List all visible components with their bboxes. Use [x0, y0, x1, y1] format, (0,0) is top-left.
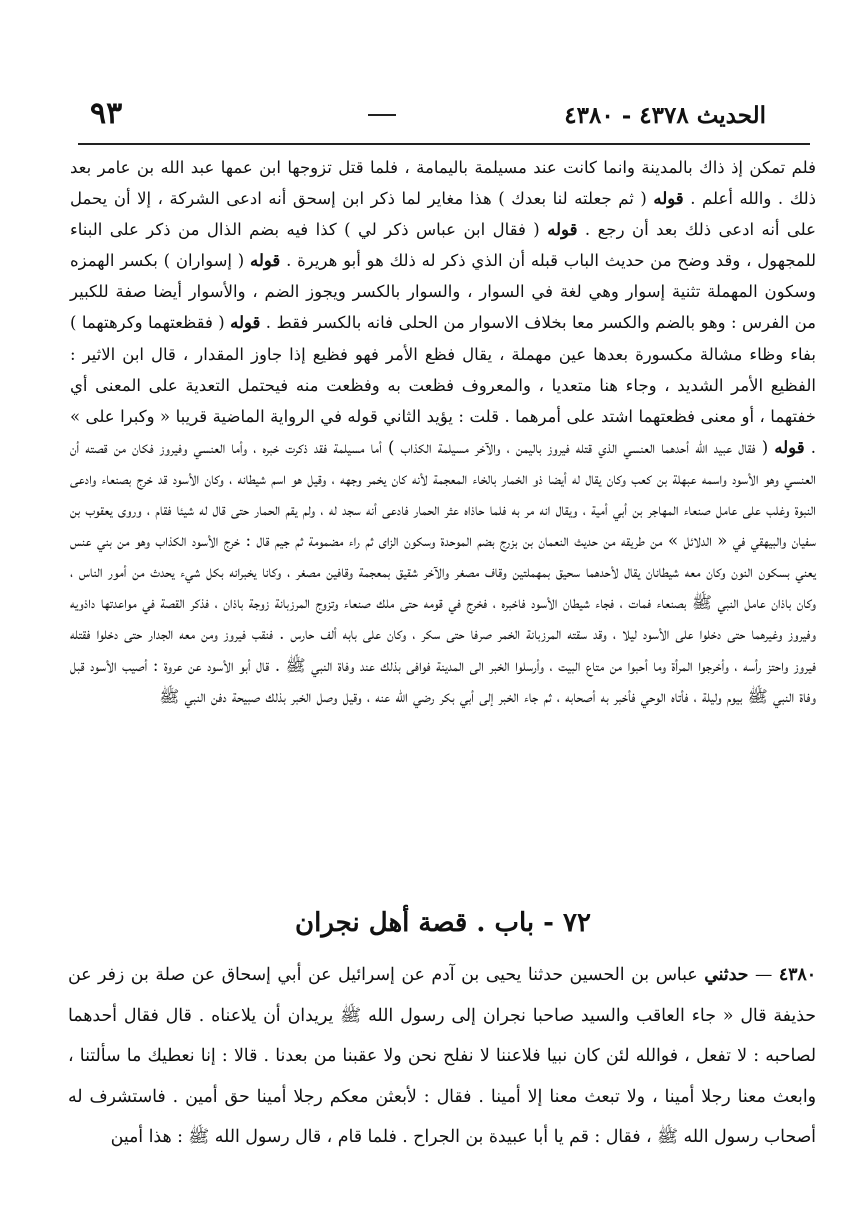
- chapter-heading: ٧٢ - باب . قصة أهل نجران: [295, 908, 591, 938]
- hadith-number: ٤٣٨٠: [778, 965, 816, 985]
- commentary-segment: ( ثم جعلته لنا بعدك ) هذا مغاير لما ذكر ابن إسحق أنه ادعى الشركة ، إلا أن يحمل على أنه ادعى ذلك بعد أن رجع .: [70, 189, 816, 240]
- header-dash: [368, 114, 396, 116]
- commentary-segment: فلم تمكن إذ ذاك بالمدينة وانما كانت عند مسيلمة باليمامة ، فلما قتل تزوجها ابن عمها عبد الله بن عامر بعد ذلك . والله أعلم .: [70, 158, 817, 209]
- commentary-segment: ( إسواران ) بكسر الهمزه وسكون المهملة تثنية إسوار وهي لغة في السوار ، والسوار بالكسر ويجوز الضم ، والأسوار أيضا صفة للكبير من الفرس : وهو بالضم والكسر معا بخلاف الاسوار من الحلى فانه بالكسر فقط .: [70, 251, 816, 333]
- header-rule: [78, 143, 810, 145]
- hadith-text: ٤٣٨٠ — حدثني عباس بن الحسين حدثنا يحيى بن آدم عن إسرائيل عن أبي إسحاق عن صلة بن زفر عن حذيفة قال « جاء العاقب والسيد صاحبا نجران إلى رسول الله ﷺ يريدان أن يلاعناه . قال فقال أحدهما لصاحبه : لا تفعل ، فوالله لئن كان نبيا فلاعننا لا نفلح نحن ولا عقبنا من بعدنا . قالا : إنا نعطيك ما سألتنا ، وابعث معنا رجلا أمينا ، ولا تبعث معنا إلا أمينا . فقال : لأبعثن معكم رجلا أمينا حق أمين . فاستشرف له أصحاب رسول الله ﷺ ، فقال : قم يا أبا عبيدة بن الجراح . فلما قام ، قال رسول الله ﷺ : هذا أمين: [68, 965, 816, 1147]
- hadith-body: [68, 965, 816, 1147]
- page-header: [90, 96, 828, 136]
- commentary-segment: ( فقظعتهما وكرهتهما ) بفاء وظاء مشالة مكسورة بعدها عين مهملة ، يقال فظع الأمر فهو فظيع إذا جاوز المقدار ، قال ابن الاثير : الفظيع الأمر الشديد ، وجاء هنا متعديا ، والمعروف فظعت به وفظعت منه فيحتمل التعدية على المعنى أي خفتهما ، أو معنى فظعتهما اشتد على أمرهما . قلت : يؤيد الثاني قوله في الرواية الماضية قريبا « وكبرا على » .: [70, 313, 816, 457]
- commentary-text: [70, 152, 816, 712]
- hadith-segment: عباس بن الحسين حدثنا يحيى بن آدم عن إسرائيل عن أبي إسحاق عن صلة بن زفر عن حذيفة قال « جاء العاقب والسيد صاحبا نجران إلى رسول الله ﷺ يريدان أن يلاعناه . قال فقال أحدهما لصاحبه : لا تفعل ، فوالله لئن كان نبيا فلاعننا لا نفلح نحن ولا عقبنا من بعدنا . قالا : إنا نعطيك ما سألتنا ، وابعث معنا رجلا أمينا ، ولا تبعث معنا إلا أمينا . فقال : لأبعثن معكم رجلا أمينا حق أمين . فاستشرف له أصحاب رسول الله ﷺ ، فقال : قم يا أبا عبيدة بن الجراح . فلما قام ، قال رسول الله ﷺ : هذا أمين: [68, 965, 816, 1147]
- commentary-segment: ( فقال عبيد الله أحدهما العنسي الذي قتله فيروز باليمن ، والآخر مسيلمة الكذاب ) أما مسيلمة فقد ذكرت خبره ، وأما العنسي وفيروز فكان من قصته أن العنسي وهو الأسود واسمه عبهلة بن كعب وكان يقال له أيضا ذو الخمار بالخاء المعجمة لأنه كان يخمر وجهه ، وقيل هو اسم شيطانه ، وكان الأسود قد خرج بصنعاء وادعى النبوة وغلب على عامل صنعاء المهاجر بن أبي أمية ، ويقال انه مر به فلما حاذاه عثر الحمار فادعى أنه سجد له ، ولم يقم الحمار حتى قال له شيئا فقام ، وروى يعقوب بن سفيان والبيهقي في « الدلائل » من طريقه من حديث النعمان بن بزرج بضم الموحدة وسكون الزاى ثم راء مضمومة ثم جيم قال : خرج الأسود الكذاب وهو من بني عنس يعني بسكون النون وكان معه شيطانان يقال لأحدهما سحيق بمهملتين وقاف مصغر والآخر شقيق بمعجمة وقافين مصغر ، وكانا يخبرانه بكل شيء يحدث من أمور الناس ، وكان باذان عامل النبي ﷺ بصنعاء فمات ، فجاء شيطان الأسود فاخبره ، فخرج في قومه حتى ملك صنعاء وتزوج المرزبانة زوجة باذان ، فذكر القصة في مواعدتها داذويه وفيروز وغيرهما حتى دخلوا على الأسود ليلا ، وقد سقته المرزبانة الخمر صرفا حتى سكر ، وكان على بابه ألف حارس . فنقب فيروز ومن معه الجدار حتى دخلوا فقتله فيروز واحتز رأسه ، وأخرجوا المرأة وما أحبوا من متاع البيت ، وأرسلوا الخبر الى المدينة فوافى بذلك عند وفاة النبي ﷺ . قال أبو الأسود عن عروة : أصيب الأسود قبل وفاة النبي ﷺ بيوم وليلة ، فأتاه الوحي فأخبر به أصحابه ، ثم جاء الخبر إلى أبي بكر رضي الله عنه ، وقيل وصل الخبر بذلك صبيحة دفن النبي ﷺ: [70, 437, 816, 706]
- keyword-qawluhu: قوله: [230, 313, 261, 333]
- running-title: الحديث ٤٣٧٨ - ٤٣٨٠: [564, 102, 766, 129]
- hadith-keyword: حدثني: [704, 965, 749, 985]
- keyword-qawluhu: قوله: [250, 251, 281, 271]
- keyword-qawluhu: قوله: [547, 220, 578, 240]
- keyword-qawluhu: قوله: [653, 189, 684, 209]
- keyword-qawluhu: قوله: [774, 437, 805, 457]
- commentary-segment: ( فقال ابن عباس ذكر لي ) كذا فيه بضم الذال من ذكر على البناء للمجهول ، وقد وضح من حديث الباب قبله أن الذي ذكر له ذلك هو أبو هريرة .: [70, 220, 816, 271]
- page-number: ٩٣: [90, 96, 123, 131]
